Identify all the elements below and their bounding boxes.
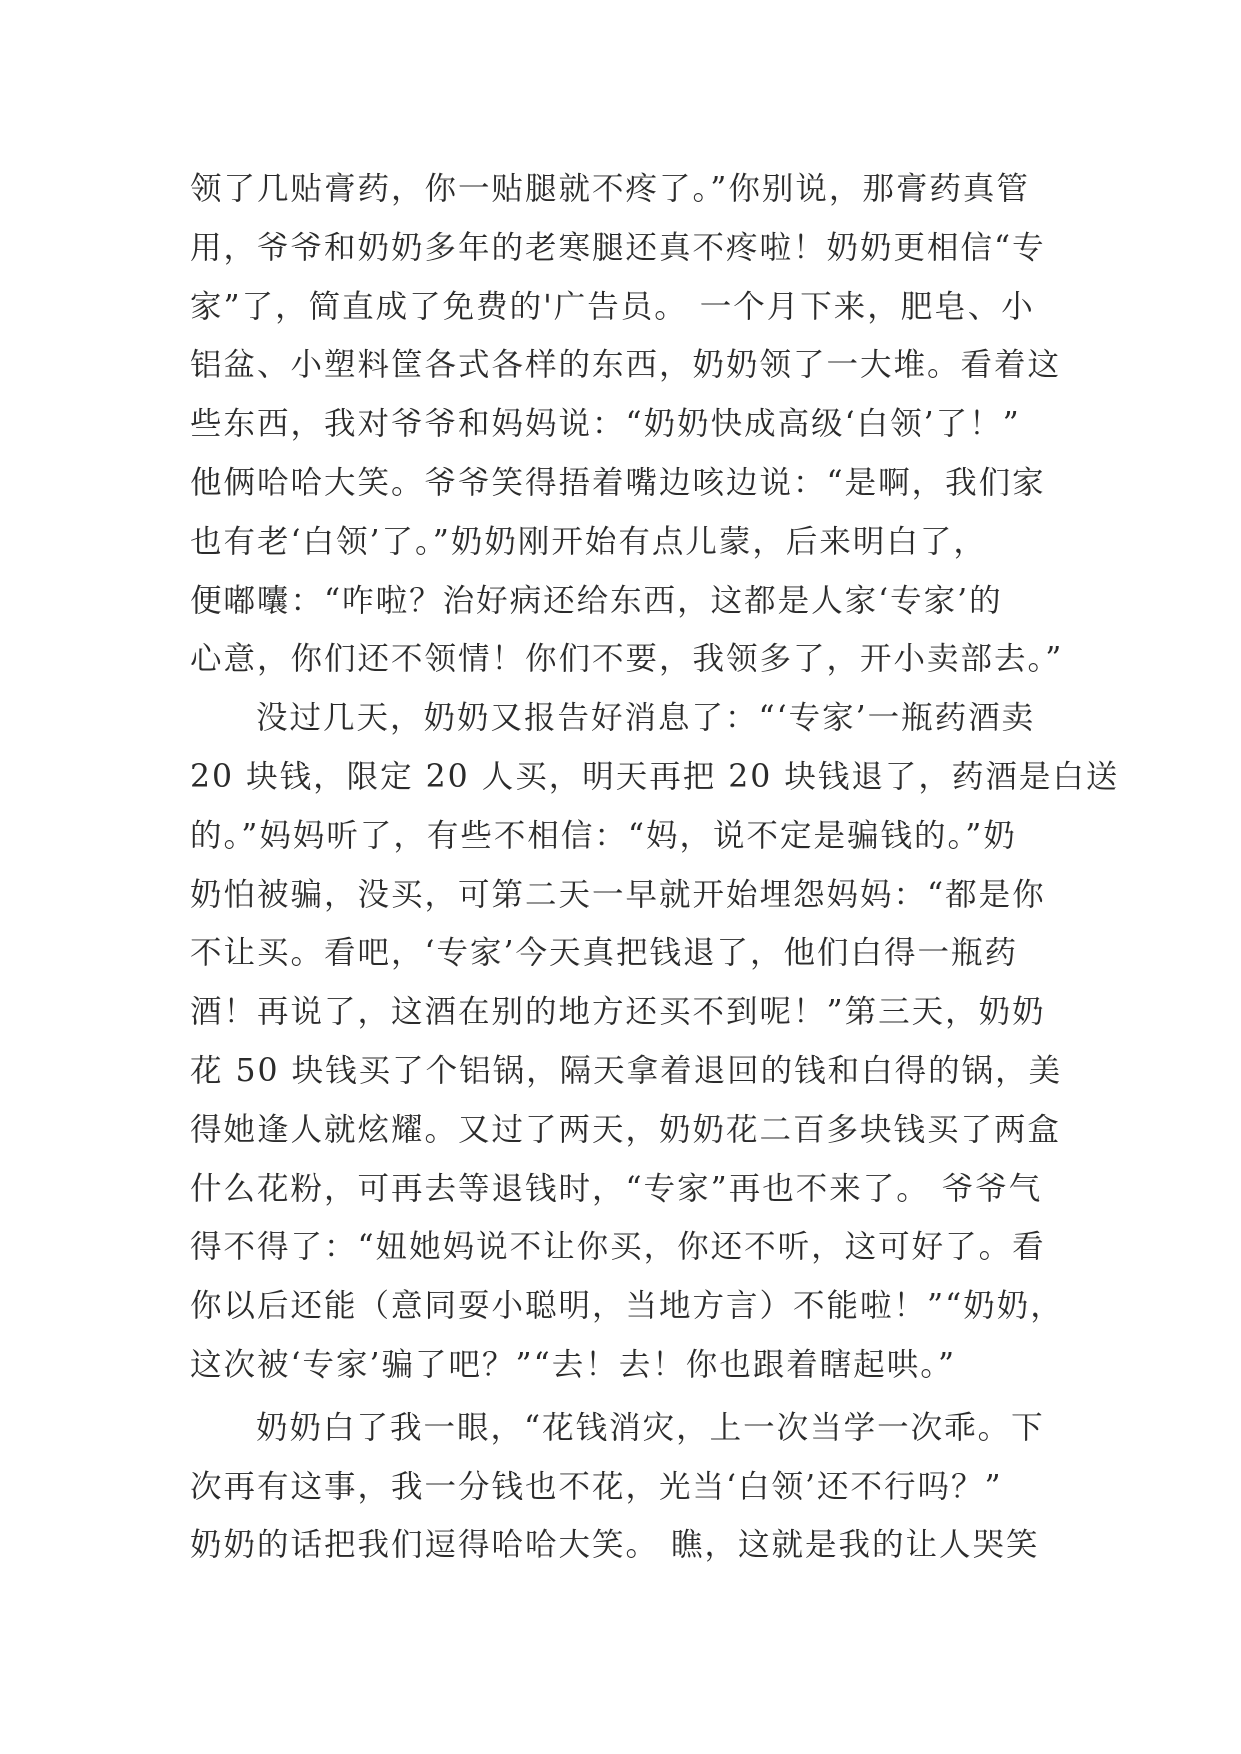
text-line: 奶奶的话把我们逗得哈哈大笑。 瞧，这就是我的让人哭笑 — [190, 1527, 1040, 1564]
text-line: 酒！再说了，这酒在别的地方还买不到呢！”第三天，奶奶 — [190, 994, 1046, 1031]
text-line: 次再有这事，我一分钱也不花，光当‘白领’还不行吗？” — [190, 1468, 1003, 1505]
paragraph-start-line: 没过几天，奶奶又报告好消息了：“‘专家’一瓶药酒卖 — [256, 700, 1036, 737]
text-line: 心意，你们还不领情！你们不要，我领多了，开小卖部去。” — [190, 641, 1064, 678]
text-line: 的。”妈妈听了，有些不相信：“妈，说不定是骗钱的。”奶 — [190, 817, 1017, 854]
text-line: 什么花粉，可再去等退钱时，“专家”再也不来了。 爷爷气 — [190, 1170, 1043, 1207]
text-line: 20 块钱，限定 20 人买，明天再把 20 块钱退了，药酒是白送 — [190, 758, 1120, 795]
text-line: 铝盆、小塑料筐各式各样的东西，奶奶领了一大堆。看着这 — [190, 347, 1062, 384]
text-line: 用，爷爷和奶奶多年的老寒腿还真不疼啦！奶奶更相信“专 — [190, 229, 1046, 266]
text-line: 得不得了：“妞她妈说不让你买，你还不听，这可好了。看 — [190, 1229, 1046, 1266]
text-line: 也有老‘白领’了。”奶奶刚开始有点儿蒙，后来明白了， — [190, 523, 987, 560]
text-line: 些东西，我对爷爷和妈妈说：“奶奶快成高级‘白领’了！” — [190, 406, 1021, 443]
text-line: 他俩哈哈大笑。爷爷笑得捂着嘴边咳边说：“是啊，我们家 — [190, 464, 1046, 501]
text-line: 便嘟囔：“咋啦？治好病还给东西，这都是人家‘专家’的 — [190, 582, 1003, 619]
text-line: 得她逢人就炫耀。又过了两天，奶奶花二百多块钱买了两盒 — [190, 1111, 1062, 1148]
text-line: 你以后还能（意同耍小聪明，当地方言）不能啦！”“奶奶， — [190, 1288, 1064, 1325]
text-line: 领了几贴膏药，你一贴腿就不疼了。”你别说，那膏药真管 — [190, 171, 1030, 207]
text-line: 不让买。看吧，‘专家’今天真把钱退了，他们白得一瓶药 — [190, 935, 1019, 972]
body-text — [190, 160, 1120, 1575]
text-line: 花 50 块钱买了个铝锅，隔天拿着退回的钱和白得的锅，美 — [190, 1052, 1063, 1089]
text-line: 家”了，简直成了免费的'广告员。 一个月下来，肥皂、小 — [190, 288, 1035, 325]
text-line: 这次被‘专家’骗了吧？”“去！去！你也跟着瞎起哄。” — [190, 1346, 957, 1383]
paragraph-start-line: 奶奶白了我一眼，“花钱消灾，上一次当学一次乖。下 — [256, 1409, 1045, 1446]
text-line: 奶怕被骗，没买，可第二天一早就开始埋怨妈妈：“都是你 — [190, 876, 1046, 913]
